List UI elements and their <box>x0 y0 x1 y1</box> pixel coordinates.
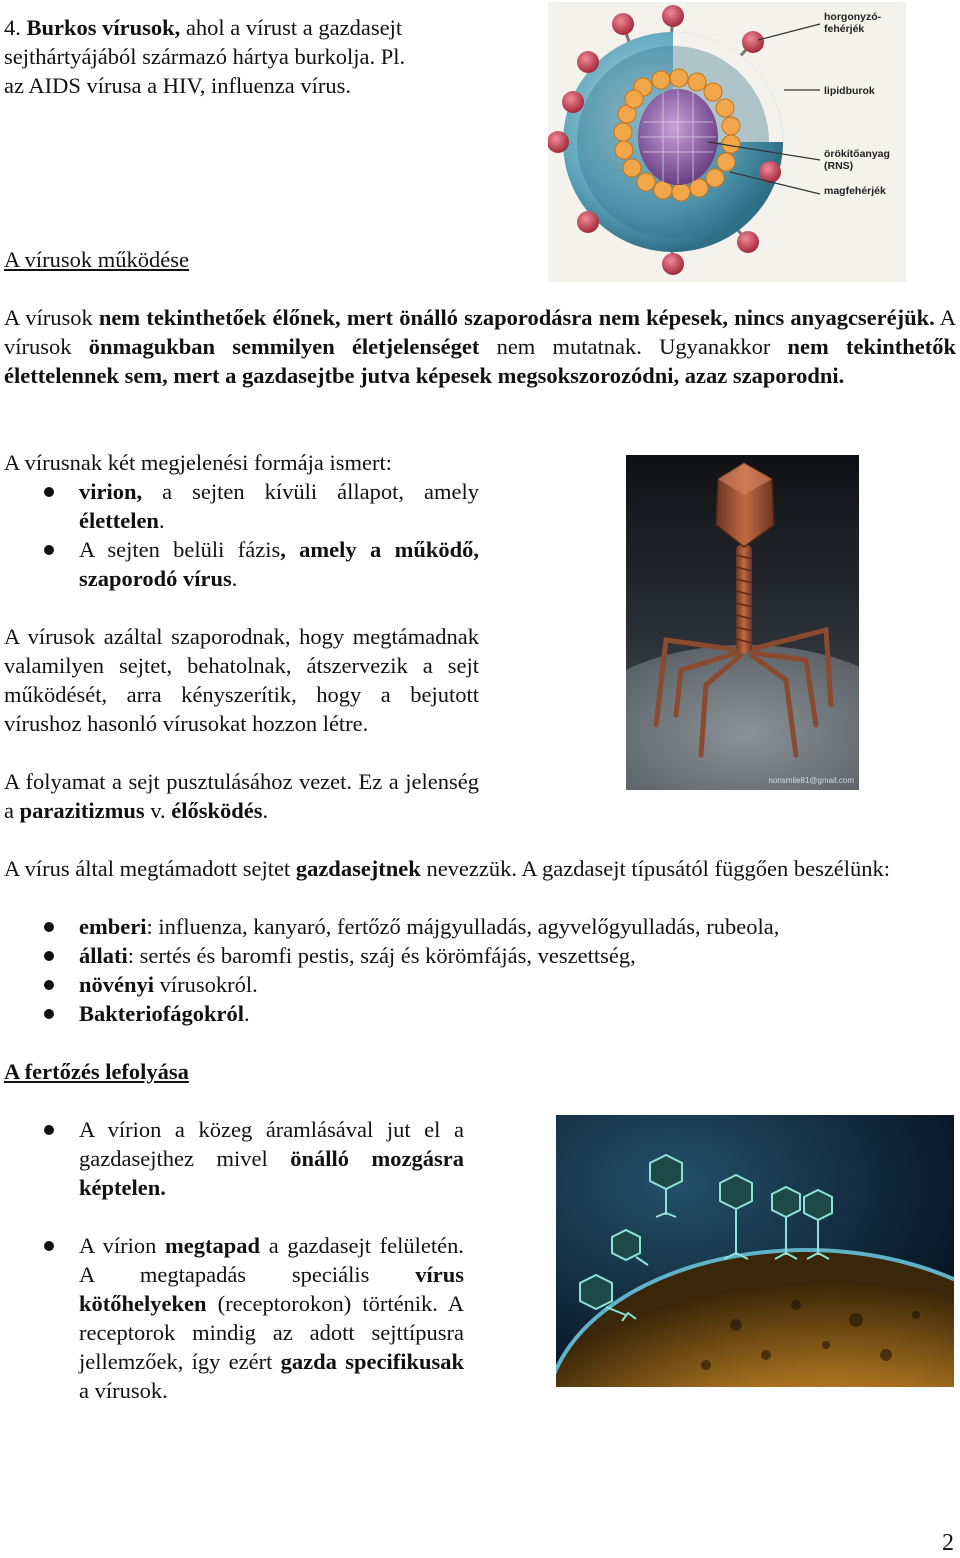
host-types-list <box>4 912 956 1028</box>
micrograph-illustration <box>556 1115 954 1387</box>
virus-forms-block <box>4 448 479 593</box>
section4-text <box>4 13 474 100</box>
heading-infection-course: A fertőzés lefolyása <box>4 1059 189 1084</box>
list-item-virion: virion, a sejten kívüli állapot, amely élettelen. <box>4 477 479 535</box>
virus-structure-diagram <box>548 2 906 282</box>
step-transport: A vírion a közeg áramlásával jut el a gazdasejthez mivel önálló mozgásra képtelen. <box>4 1115 464 1202</box>
term-enveloped-viruses: Burkos vírusok, <box>26 15 181 40</box>
forms-list <box>4 477 479 593</box>
paragraph-reproduction: A vírusok azáltal szaporodnak, hogy megtámadnak valamilyen sejtet, behatolnak, átszervezik a sejt működését, arra kényszerítik, hogy a bejutott vírushoz hasonló vírusokat hozzon létre. <box>4 624 479 736</box>
paragraph-not-alive: A vírusok nem tekinthetőek élőnek, mert önálló szaporodásra nem képesek, nincs anyagcseréjük. A vírusok önmagukban semmilyen életjelenséget nem mutatnak. Ugyanakkor nem tekinthetők élettelennek sem, mert a gazdasejtbe jutva képesek megsokszorozódni, azaz szaporodni. <box>4 305 957 388</box>
virus-structure-figure <box>548 2 906 282</box>
page-number: 2 <box>942 1530 954 1556</box>
bacteriophage-image <box>626 455 859 790</box>
label-genetic-material: örökítőanyag (RNS) <box>824 148 890 172</box>
list-item-human: emberi: influenza, kanyaró, fertőző májgyulladás, agyvelőgyulladás, rubeola, <box>4 912 956 941</box>
paragraph-parasitism: A folyamat a sejt pusztulásához vezet. Ez a jelenség a parazitizmus v. élősködés. <box>4 769 479 823</box>
section4-line3: az AIDS vírusa a HIV, influenza vírus. <box>4 73 352 98</box>
list-item-plant: növényi vírusokról. <box>4 970 956 999</box>
phage-attachment-micrograph <box>556 1115 954 1387</box>
infection-steps-list <box>4 1115 464 1405</box>
section4-line1: 4. Burkos vírusok, ahol a vírust a gazdasejt <box>4 15 403 40</box>
label-core-proteins: magfehérjék <box>824 185 886 197</box>
heading-virus-function: A vírusok működése <box>4 247 189 272</box>
forms-intro: A vírusnak két megjelenési formája ismert: <box>4 450 393 475</box>
image-watermark: nonsmile81@gmail.com <box>768 776 854 785</box>
list-item-bacteriophage: Bakteriofágokról. <box>4 999 956 1028</box>
label-anchor-proteins: horgonyzó-fehérjék <box>824 11 882 35</box>
bacteriophage-illustration <box>626 455 859 790</box>
section4-line2: sejthártyájából származó hártya burkolja. Pl. <box>4 44 406 69</box>
list-item-intracellular: A sejten belüli fázis, amely a működő, szaporodó vírus. <box>4 535 479 593</box>
label-lipid-envelope: lipidburok <box>824 85 875 97</box>
list-item-animal: állati: sertés és baromfi pestis, száj és körömfájás, veszettség, <box>4 941 956 970</box>
step-attachment: A vírion megtapad a gazdasejt felületén. A megtapadás speciális vírus kötőhelyeken (receptorokon) történik. A receptorok mindig az adott sejttípusra jellemzőek, így ezért gazda specifikusak a vírusok. <box>4 1231 464 1405</box>
paragraph-host-cell: A vírus által megtámadott sejtet gazdasejtnek nevezzük. A gazdasejt típusától függően beszélünk: <box>4 856 891 881</box>
